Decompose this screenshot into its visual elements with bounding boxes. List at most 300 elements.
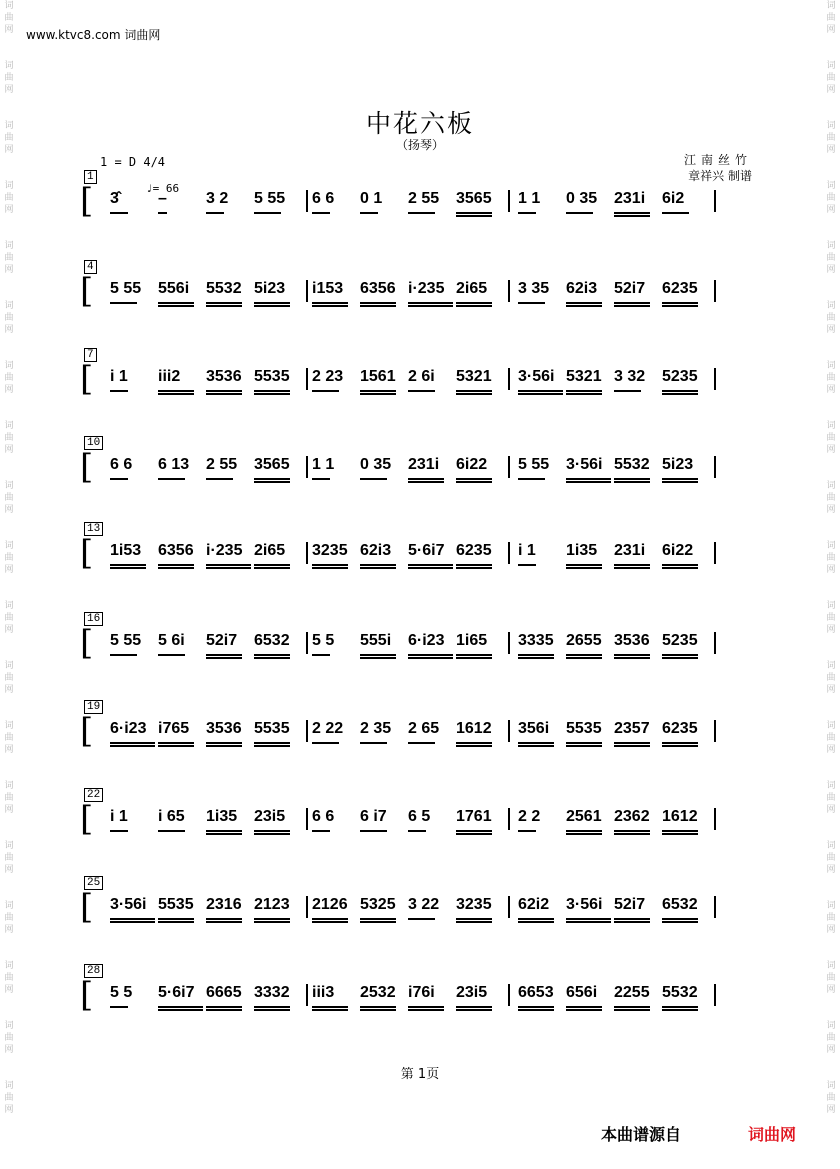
underline-eighth <box>456 1006 492 1008</box>
underline-sixteenth <box>456 305 492 307</box>
underline-sixteenth <box>518 393 563 395</box>
site-url[interactable]: www.ktvc8.com 词曲网 <box>26 28 161 42</box>
underline-eighth <box>312 302 348 304</box>
note-group: 1612 <box>662 808 698 825</box>
underline-eighth <box>254 654 290 656</box>
system-bracket: [ <box>80 271 94 311</box>
watermark-char: 曲 <box>826 913 836 923</box>
score-row <box>80 876 760 936</box>
watermark-char: 曲 <box>826 613 836 623</box>
underline-eighth <box>206 830 242 832</box>
underline-eighth <box>158 212 167 214</box>
note-group: 2655 <box>566 632 602 649</box>
note-group: 3 32 <box>614 368 646 385</box>
note-group: 3332 <box>254 984 290 1001</box>
underline-sixteenth <box>662 657 698 659</box>
underline-eighth <box>254 830 290 832</box>
system-bracket: [ <box>80 711 94 751</box>
underline-eighth <box>254 390 290 392</box>
watermark-char: 词 <box>4 1021 14 1031</box>
system-bracket: [ <box>80 447 94 487</box>
underline-eighth <box>662 830 698 832</box>
underline-eighth <box>408 830 426 832</box>
measure-number: 4 <box>84 260 97 274</box>
underline-sixteenth <box>566 745 602 747</box>
note-group: 6·i23 <box>110 720 147 737</box>
bar-line <box>714 896 716 918</box>
underline-eighth <box>518 654 554 656</box>
watermark-char: 网 <box>826 865 836 875</box>
watermark-char: 网 <box>4 265 14 275</box>
underline-eighth <box>360 478 387 480</box>
watermark-char: 网 <box>4 985 14 995</box>
watermark-char: 网 <box>826 505 836 515</box>
note-group: i 1 <box>110 808 128 825</box>
underline-eighth <box>206 212 224 214</box>
watermark-char: 曲 <box>4 433 14 443</box>
note-group: i 1 <box>110 368 128 385</box>
bar-line <box>714 190 716 212</box>
note-group: 6·i23 <box>408 632 445 649</box>
note-group: 2 23 <box>312 368 344 385</box>
underline-eighth <box>456 212 492 214</box>
note-group: 6356 <box>158 542 194 559</box>
underline-sixteenth <box>614 921 650 923</box>
underline-sixteenth <box>614 567 650 569</box>
note-group: 6235 <box>662 720 698 737</box>
watermark-char: 词 <box>826 841 836 851</box>
key-meter: 1 = D 4/4 <box>100 155 166 169</box>
underline-eighth <box>110 564 146 566</box>
underline-eighth <box>614 1006 650 1008</box>
underline-eighth <box>518 564 536 566</box>
note-group: 3565 <box>456 190 492 207</box>
watermark-char: 词 <box>826 301 836 311</box>
watermark-char: 曲 <box>826 373 836 383</box>
watermark-char: 曲 <box>4 73 14 83</box>
underline-eighth <box>110 918 155 920</box>
underline-eighth <box>518 478 545 480</box>
note-group: 6i22 <box>662 542 694 559</box>
underline-eighth <box>360 564 396 566</box>
bar-line <box>714 720 716 742</box>
watermark-char: 词 <box>4 361 14 371</box>
score-row <box>80 170 760 230</box>
underline-sixteenth <box>456 921 492 923</box>
underline-sixteenth <box>254 1009 290 1011</box>
bar-line <box>306 720 308 742</box>
bar-line <box>306 808 308 830</box>
underline-eighth <box>110 742 155 744</box>
watermark-char: 网 <box>826 325 836 335</box>
note-group: 5 55 <box>110 632 142 649</box>
underline-eighth <box>662 742 698 744</box>
watermark-char: 网 <box>4 625 14 635</box>
underline-eighth <box>110 302 137 304</box>
watermark-char: 网 <box>4 445 14 455</box>
bar-line <box>306 190 308 212</box>
watermark-char: 网 <box>826 925 836 935</box>
underline-eighth <box>614 742 650 744</box>
score-row <box>80 964 760 1024</box>
bar-line <box>508 896 510 918</box>
watermark-char: 曲 <box>826 793 836 803</box>
underline-eighth <box>408 918 435 920</box>
underline-eighth <box>408 1006 444 1008</box>
bar-line <box>306 456 308 478</box>
underline-eighth <box>614 564 650 566</box>
system-bracket: [ <box>80 799 94 839</box>
underline-sixteenth <box>456 745 492 747</box>
note-group: 1i35 <box>206 808 238 825</box>
watermark-char: 曲 <box>826 973 836 983</box>
underline-eighth <box>662 478 698 480</box>
underline-eighth <box>312 1006 348 1008</box>
underline-sixteenth <box>206 393 242 395</box>
note-group: 6235 <box>456 542 492 559</box>
underline-eighth <box>206 654 242 656</box>
underline-eighth <box>206 478 233 480</box>
watermark-char: 词 <box>826 961 836 971</box>
underline-sixteenth <box>206 657 242 659</box>
watermark-char: 词 <box>826 481 836 491</box>
underline-eighth <box>566 918 611 920</box>
brand-logo-text[interactable]: 词曲网 <box>748 1125 797 1144</box>
watermark-char: 曲 <box>4 193 14 203</box>
watermark-char: 网 <box>826 145 836 155</box>
underline-sixteenth <box>312 1009 348 1011</box>
note-group: 1561 <box>360 368 396 385</box>
watermark-char: 曲 <box>826 13 836 23</box>
measure-number: 10 <box>84 436 103 450</box>
note-group: 5 55 <box>110 280 142 297</box>
underline-eighth <box>360 212 378 214</box>
underline-sixteenth <box>662 305 698 307</box>
underline-sixteenth <box>518 1009 554 1011</box>
underline-eighth <box>662 1006 698 1008</box>
watermark-char: 网 <box>826 805 836 815</box>
underline-sixteenth <box>456 215 492 217</box>
underline-eighth <box>158 302 194 304</box>
underline-eighth <box>614 390 641 392</box>
watermark-char: 词 <box>4 1 14 11</box>
note-group: 5321 <box>566 368 602 385</box>
note-group: 2255 <box>614 984 650 1001</box>
underline-eighth <box>312 390 339 392</box>
underline-eighth <box>662 212 689 214</box>
watermark-char: 曲 <box>826 133 836 143</box>
underline-sixteenth <box>456 393 492 395</box>
note-group: 555i <box>360 632 392 649</box>
score-title: 中花六板 <box>365 109 474 138</box>
underline-sixteenth <box>614 305 650 307</box>
watermark-char: 网 <box>826 1105 836 1115</box>
underline-eighth <box>206 390 242 392</box>
note-group: 1i35 <box>566 542 598 559</box>
bar-line <box>508 808 510 830</box>
underline-eighth <box>360 830 387 832</box>
underline-eighth <box>408 302 453 304</box>
bar-line <box>508 456 510 478</box>
underline-eighth <box>662 654 698 656</box>
bar-line <box>714 280 716 302</box>
watermark-char: 曲 <box>826 673 836 683</box>
side-watermark-right <box>824 0 838 1169</box>
underline-sixteenth <box>206 1009 242 1011</box>
watermark-char: 词 <box>826 541 836 551</box>
system-bracket: [ <box>80 181 94 221</box>
watermark-char: 网 <box>4 205 14 215</box>
note-group: 2532 <box>360 984 396 1001</box>
note-group: 52i7 <box>614 896 646 913</box>
underline-eighth <box>158 564 194 566</box>
underline-sixteenth <box>110 745 155 747</box>
underline-sixteenth <box>662 1009 698 1011</box>
watermark-char: 词 <box>4 961 14 971</box>
underline-eighth <box>614 302 650 304</box>
source-label: 本曲谱源自 <box>601 1125 682 1144</box>
note-group: 6 6 <box>312 190 335 207</box>
underline-sixteenth <box>360 567 396 569</box>
underline-eighth <box>110 654 137 656</box>
note-group: 3536 <box>206 720 242 737</box>
underline-eighth <box>360 654 396 656</box>
note-group: 2362 <box>614 808 650 825</box>
watermark-char: 词 <box>826 1021 836 1031</box>
note-group: 3 2 <box>206 190 229 207</box>
watermark-char: 曲 <box>4 793 14 803</box>
underline-eighth <box>254 212 281 214</box>
note-group: 2i65 <box>254 542 286 559</box>
note-group: i765 <box>158 720 190 737</box>
underline-sixteenth <box>254 921 290 923</box>
note-group: 1i53 <box>110 542 142 559</box>
underline-eighth <box>456 390 492 392</box>
note-group: 6 13 <box>158 456 190 473</box>
watermark-char: 网 <box>4 565 14 575</box>
underline-sixteenth <box>158 921 194 923</box>
underline-sixteenth <box>456 567 492 569</box>
underline-eighth <box>312 654 330 656</box>
underline-sixteenth <box>158 393 194 395</box>
underline-eighth <box>206 918 242 920</box>
underline-eighth <box>566 478 611 480</box>
watermark-char: 词 <box>826 361 836 371</box>
watermark-char: 网 <box>4 385 14 395</box>
underline-eighth <box>408 742 435 744</box>
underline-eighth <box>312 830 330 832</box>
underline-eighth <box>518 390 563 392</box>
watermark-char: 词 <box>4 121 14 131</box>
note-group: 3·56i <box>566 896 603 913</box>
note-group: 2 65 <box>408 720 440 737</box>
note-group: 52i7 <box>614 280 646 297</box>
underline-sixteenth <box>566 567 602 569</box>
underline-eighth <box>254 918 290 920</box>
note-group: i153 <box>312 280 344 297</box>
underline-eighth <box>110 390 128 392</box>
underline-sixteenth <box>662 745 698 747</box>
note-group: 5532 <box>206 280 242 297</box>
watermark-char: 网 <box>4 1045 14 1055</box>
underline-eighth <box>360 742 387 744</box>
measure-number: 7 <box>84 348 97 362</box>
score-row <box>80 260 760 320</box>
underline-eighth <box>456 918 492 920</box>
underline-eighth <box>566 564 602 566</box>
watermark-char: 词 <box>4 721 14 731</box>
underline-sixteenth <box>110 921 155 923</box>
underline-sixteenth <box>254 833 290 835</box>
watermark-char: 曲 <box>826 1033 836 1043</box>
note-group: 6653 <box>518 984 554 1001</box>
underline-eighth <box>110 212 128 214</box>
watermark-char: 网 <box>4 865 14 875</box>
underline-eighth <box>408 478 444 480</box>
bar-line <box>508 632 510 654</box>
underline-sixteenth <box>662 567 698 569</box>
underline-sixteenth <box>566 833 602 835</box>
watermark-char: 网 <box>4 685 14 695</box>
underline-sixteenth <box>456 657 492 659</box>
watermark-char: 词 <box>826 181 836 191</box>
watermark-char: 曲 <box>4 1033 14 1043</box>
underline-eighth <box>360 1006 396 1008</box>
underline-eighth <box>158 478 185 480</box>
note-group: i 1 <box>518 542 536 559</box>
note-group: 556i <box>158 280 190 297</box>
underline-sixteenth <box>254 745 290 747</box>
note-group: 6532 <box>662 896 698 913</box>
underline-eighth <box>254 1006 290 1008</box>
underline-sixteenth <box>110 567 146 569</box>
note-group: 0 1 <box>360 190 383 207</box>
underline-sixteenth <box>206 305 242 307</box>
bar-line <box>508 368 510 390</box>
watermark-char: 曲 <box>4 613 14 623</box>
watermark-char: 曲 <box>4 13 14 23</box>
note-group: 5 55 <box>254 190 286 207</box>
note-group: 23i5 <box>254 808 286 825</box>
underline-eighth <box>206 742 242 744</box>
underline-sixteenth <box>360 657 396 659</box>
credit-genre: 江南丝竹 <box>683 153 752 167</box>
watermark-char: 网 <box>826 25 836 35</box>
watermark-char: 曲 <box>4 853 14 863</box>
underline-eighth <box>518 830 536 832</box>
underline-sixteenth <box>518 657 554 659</box>
watermark-char: 网 <box>4 1105 14 1115</box>
underline-eighth <box>614 918 650 920</box>
watermark-char: 曲 <box>4 313 14 323</box>
underline-eighth <box>456 654 492 656</box>
underline-eighth <box>206 1006 242 1008</box>
score-row <box>80 436 760 496</box>
underline-sixteenth <box>312 567 348 569</box>
underline-sixteenth <box>456 1009 492 1011</box>
watermark-char: 曲 <box>826 733 836 743</box>
note-group: 3̂ <box>110 190 119 207</box>
note-group: 5i23 <box>662 456 694 473</box>
underline-eighth <box>662 918 698 920</box>
underline-eighth <box>312 742 339 744</box>
watermark-char: 网 <box>4 925 14 935</box>
underline-eighth <box>662 390 698 392</box>
note-group: 2126 <box>312 896 348 913</box>
underline-eighth <box>312 478 330 480</box>
note-group: 5535 <box>254 720 290 737</box>
watermark-char: 词 <box>4 1081 14 1091</box>
note-group: 656i <box>566 984 598 1001</box>
underline-eighth <box>408 654 453 656</box>
measure-number: 13 <box>84 522 103 536</box>
watermark-char: 词 <box>4 601 14 611</box>
underline-eighth <box>518 742 554 744</box>
underline-eighth <box>158 918 194 920</box>
side-watermark-left <box>2 0 16 1169</box>
watermark-char: 词 <box>4 181 14 191</box>
underline-sixteenth <box>312 921 348 923</box>
underline-sixteenth <box>566 393 602 395</box>
watermark-char: 曲 <box>4 253 14 263</box>
note-group: 5 55 <box>518 456 550 473</box>
note-group: 23i5 <box>456 984 488 1001</box>
watermark-char: 网 <box>826 685 836 695</box>
underline-sixteenth <box>662 481 698 483</box>
bar-line <box>306 984 308 1006</box>
watermark-char: 词 <box>826 241 836 251</box>
watermark-char: 曲 <box>826 193 836 203</box>
note-group: 2 2 <box>518 808 541 825</box>
bar-line <box>508 190 510 212</box>
measure-number: 28 <box>84 964 103 978</box>
measure-number: 1 <box>84 170 97 184</box>
note-group: 3536 <box>614 632 650 649</box>
bar-line <box>306 632 308 654</box>
watermark-char: 网 <box>4 325 14 335</box>
watermark-char: 词 <box>826 901 836 911</box>
underline-sixteenth <box>614 833 650 835</box>
note-group: 2 55 <box>206 456 238 473</box>
watermark-char: 曲 <box>826 433 836 443</box>
underline-sixteenth <box>158 567 194 569</box>
note-group: 2316 <box>206 896 242 913</box>
note-group: iii2 <box>158 368 181 385</box>
watermark-char: 曲 <box>4 733 14 743</box>
bar-line <box>508 542 510 564</box>
watermark-char: 网 <box>826 205 836 215</box>
underline-eighth <box>206 564 251 566</box>
watermark-char: 网 <box>826 565 836 575</box>
watermark-char: 词 <box>4 661 14 671</box>
watermark-char: 词 <box>826 721 836 731</box>
note-group: 62i3 <box>566 280 598 297</box>
underline-eighth <box>614 478 650 480</box>
bar-line <box>714 368 716 390</box>
underline-eighth <box>456 478 492 480</box>
underline-eighth <box>254 564 290 566</box>
underline-eighth <box>360 390 396 392</box>
underline-sixteenth <box>456 481 492 483</box>
underline-sixteenth <box>158 1009 203 1011</box>
underline-sixteenth <box>518 745 554 747</box>
watermark-char: 曲 <box>4 673 14 683</box>
watermark-char: 曲 <box>826 253 836 263</box>
watermark-char: 词 <box>4 781 14 791</box>
watermark-char: 词 <box>826 1081 836 1091</box>
note-group: 231i <box>614 190 646 207</box>
underline-sixteenth <box>566 921 611 923</box>
